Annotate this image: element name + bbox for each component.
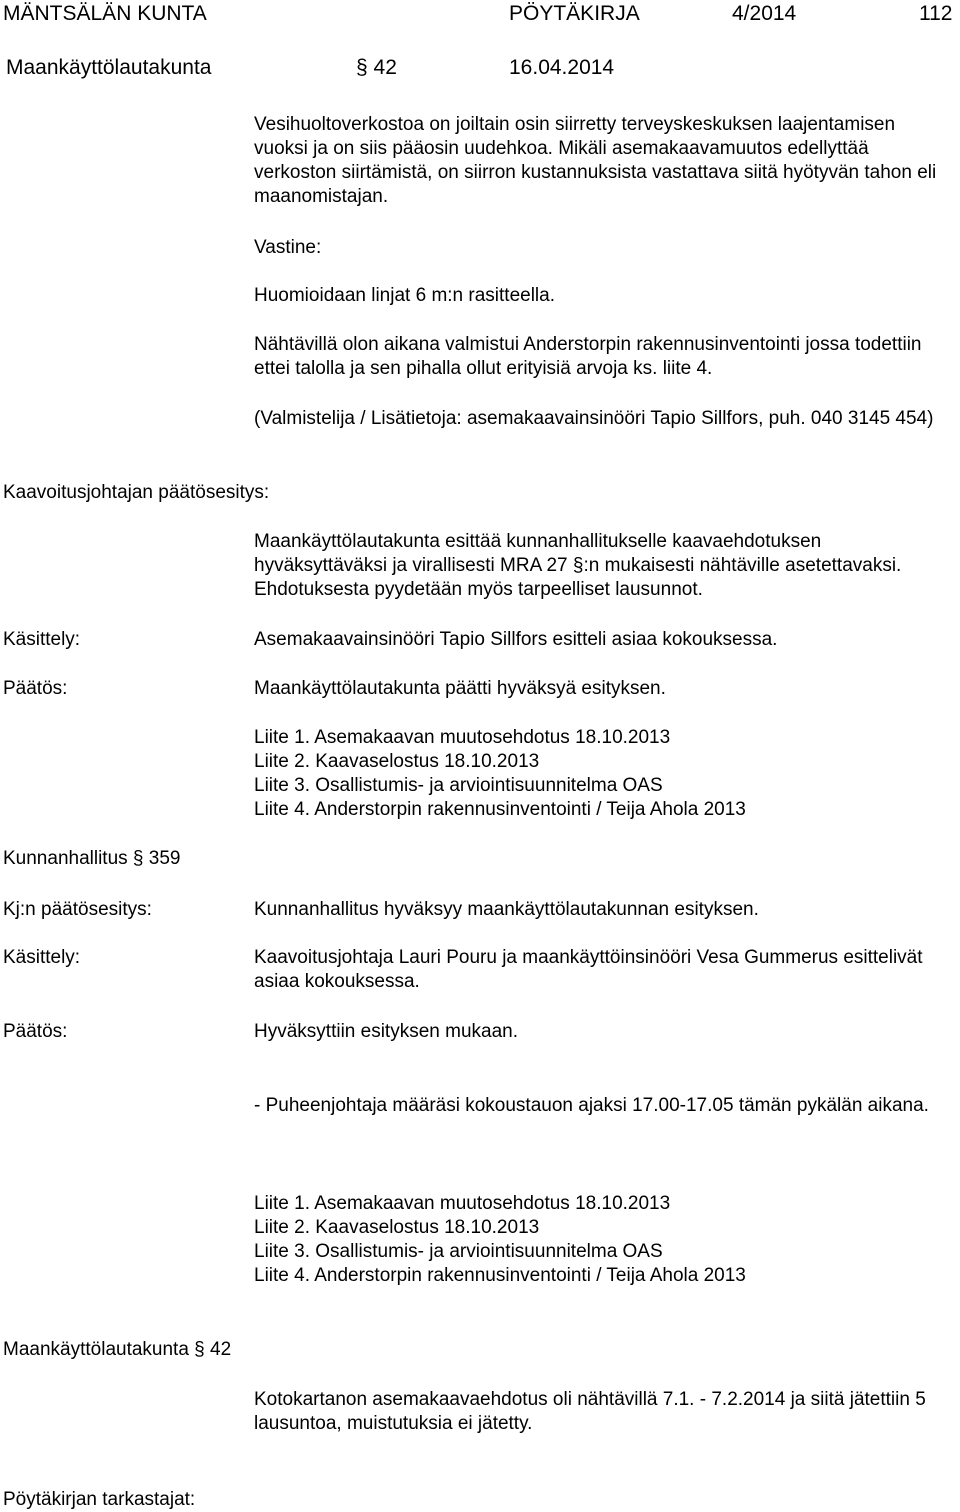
meeting-date: 16.04.2014 [509,56,615,79]
plan-exhibition-text: Kotokartanon asemakaavaehdotus oli nähtävillä 7.1. - 7.2.2014 ja siitä jätettiin 5 lausuntoa, muistutuksia ei jätetty. [254,1389,926,1434]
list-item: Liite 2. Kaavaselostus 18.10.2013 [254,1217,540,1238]
paatos-label: Päätös: [3,678,68,699]
paatos-text: Maankäyttölautakunta päätti hyväksyä esityksen. [254,678,666,699]
minutes-checkers-label: Pöytäkirjan tarkastajat: [3,1489,196,1510]
list-item: Liite 2. Kaavaselostus 18.10.2013 [254,751,540,772]
maankayttolautakunta-section: Maankäyttölautakunta § 42 [3,1339,232,1360]
paragraph-water-network: Vesihuoltoverkostoa on joiltain osin siirretty terveyskeskuksen laajentamisen vuoksi ja on siis pääosin uudehkoa. Mikäli asemakaavamuutos edellyttää verkoston siirtämistä, on siirron kustannuksista vastattava siitä hyötyvän tahon eli maanomistajan. [254,114,937,207]
kasittely-text: Kaavoitusjohtaja Lauri Pouru ja maankäyttöinsinööri Vesa Gummerus esittelivät asiaa kokouksessa. [254,947,923,992]
paragraph-inventory: Nähtävillä olon aikana valmistui Anderstorpin rakennusinventointi jossa todettiin ettei talolla ja sen pihalla ollut erityisiä arvoja ks. liite 4. [254,334,922,379]
list-item: Liite 3. Osallistumis- ja arviointisuunnitelma OAS [254,1241,663,1262]
committee-name: Maankäyttölautakunta [6,56,212,79]
list-item: Liite 4. Anderstorpin rakennusinventointi / Teija Ahola 2013 [254,1265,746,1286]
municipality-name: MÄNTSÄLÄN KUNTA [3,2,207,25]
kasittely-text: Asemakaavainsinööri Tapio Sillfors esitteli asiaa kokouksessa. [254,629,778,650]
kj-proposal-text: Kunnanhallitus hyväksyy maankäyttölautakunnan esityksen. [254,899,759,920]
paatos-label: Päätös: [3,1021,68,1042]
list-item: Liite 4. Anderstorpin rakennusinventointi / Teija Ahola 2013 [254,799,746,820]
preparer-info: (Valmistelija / Lisätietoja: asemakaavainsinööri Tapio Sillfors, puh. 040 3145 454) [254,408,934,429]
document-type: PÖYTÄKIRJA [509,2,640,25]
section-number: § 42 [356,56,397,79]
proposal-label: Kaavoitusjohtajan päätösesitys: [3,482,270,503]
list-item: Liite 1. Asemakaavan muutosehdotus 18.10.2013 [254,1193,671,1214]
kasittely-label: Käsittely: [3,629,81,650]
kj-proposal-label: Kj:n päätösesitys: [3,899,152,920]
issue-number: 4/2014 [732,2,797,25]
page-number: 112 [919,2,953,25]
vastine-label: Vastine: [254,237,322,258]
paatos-text: Hyväksyttiin esityksen mukaan. [254,1021,518,1042]
meeting-break-note: - Puheenjohtaja määräsi kokoustauon ajaksi 17.00-17.05 tämän pykälän aikana. [254,1095,929,1116]
vastine-text: Huomioidaan linjat 6 m:n rasitteella. [254,285,555,306]
proposal-text: Maankäyttölautakunta esittää kunnanhallitukselle kaavaehdotuksen hyväksyttäväksi ja virallisesti MRA 27 §:n mukaisesti nähtäville asetettavaksi. Ehdotuksesta pyydetään myös tarpeelliset lausunnot. [254,531,902,600]
list-item: Liite 3. Osallistumis- ja arviointisuunnitelma OAS [254,775,663,796]
attachment-list [254,1192,954,1288]
kasittely-label: Käsittely: [3,947,81,968]
attachment-list [254,726,954,822]
kunnanhallitus-section: Kunnanhallitus § 359 [3,848,181,869]
list-item: Liite 1. Asemakaavan muutosehdotus 18.10.2013 [254,727,671,748]
